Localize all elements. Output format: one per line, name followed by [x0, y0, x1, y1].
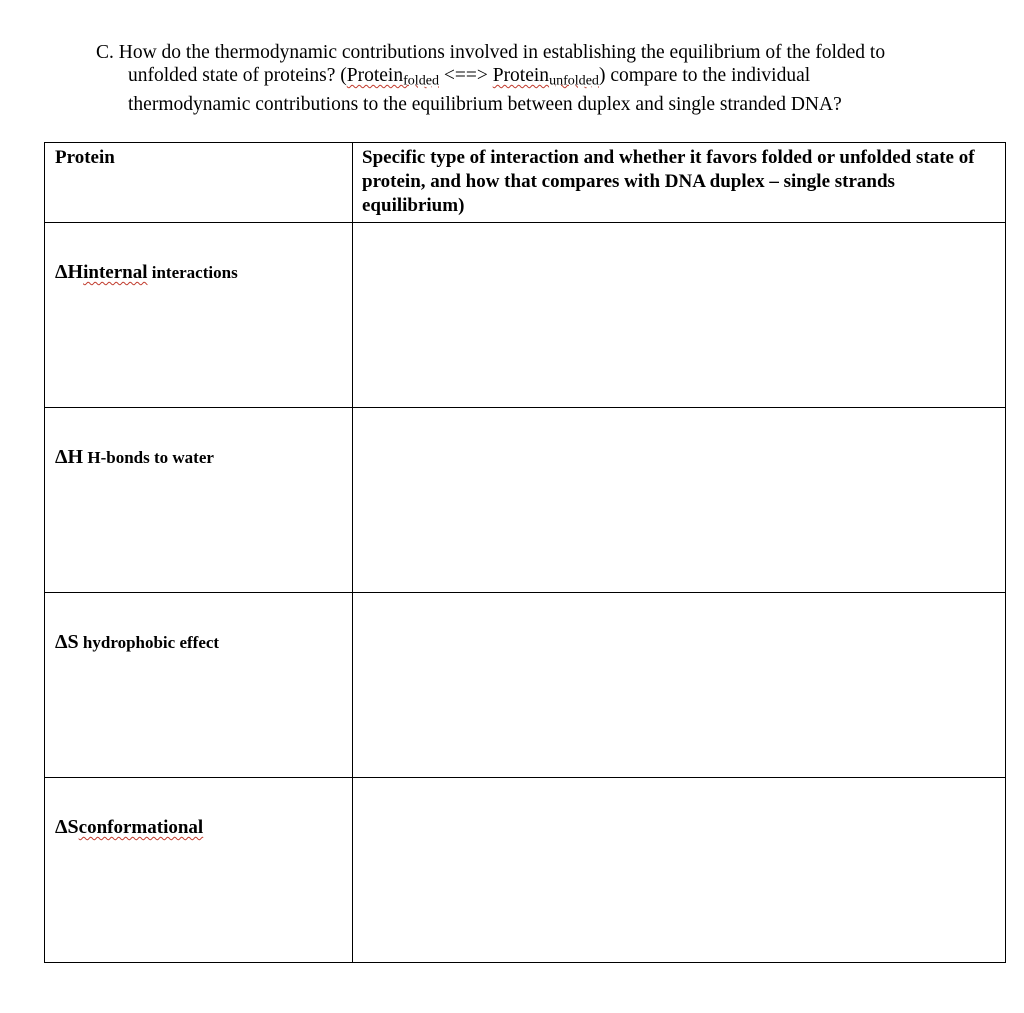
- row-label-ds-conformational: [45, 778, 352, 840]
- term-description: interactions: [147, 263, 238, 282]
- question-text: [96, 41, 1006, 116]
- delta-symbol: ΔS: [55, 631, 79, 653]
- question-line-2-start: unfolded state of proteins? (: [128, 65, 347, 86]
- answer-table: [44, 142, 1006, 963]
- row-label-cell: [45, 778, 353, 963]
- row-label-ds-hydrophobic: [45, 593, 352, 655]
- subscript-term: conformational: [78, 817, 204, 838]
- delta-symbol: ΔH: [55, 261, 84, 283]
- answer-cell[interactable]: [353, 778, 1006, 963]
- table-row: [45, 408, 1006, 593]
- protein-folded-term: [346, 65, 439, 89]
- question-line-3: thermodynamic contributions to the equilibrium between duplex and single stranded DNA?: [128, 93, 842, 115]
- row-label-cell: [45, 408, 353, 593]
- delta-symbol: ΔH: [55, 446, 84, 468]
- question-line-2-end: ) compare to the individual: [598, 65, 811, 86]
- question-line-2: [96, 64, 1006, 93]
- subscript-term: internal: [83, 262, 148, 283]
- table-row: [45, 778, 1006, 963]
- delta-symbol: ΔS: [55, 816, 79, 838]
- question-line-1: C. How do the thermodynamic contributions involved in establishing the equilibrium of the folded to: [96, 42, 886, 63]
- unfolded-subscript: unfolded: [549, 72, 599, 89]
- folded-subscript: folded: [403, 72, 439, 89]
- protein-unfolded-term: [492, 65, 599, 89]
- protein-word: Protein: [346, 65, 404, 86]
- answer-cell[interactable]: [353, 593, 1006, 778]
- answer-cell[interactable]: [353, 408, 1006, 593]
- protein-word: Protein: [492, 65, 550, 86]
- header-protein: Protein: [45, 143, 353, 223]
- term-description: hydrophobic effect: [78, 633, 220, 652]
- term-description: H-bonds to water: [83, 448, 214, 467]
- row-label-cell: [45, 593, 353, 778]
- header-interaction-description: Specific type of interaction and whether it favors folded or unfolded state of protein, and how that compares with DNA duplex – single strands equilibrium): [353, 143, 1006, 223]
- table-row: [45, 223, 1006, 408]
- row-label-dh-internal: [45, 223, 352, 285]
- table-row: [45, 593, 1006, 778]
- row-label-dh-hbonds: [45, 408, 352, 470]
- equilibrium-arrow: <==>: [438, 65, 493, 86]
- table-header-row: [45, 143, 1006, 223]
- row-label-cell: [45, 223, 353, 408]
- answer-cell[interactable]: [353, 223, 1006, 408]
